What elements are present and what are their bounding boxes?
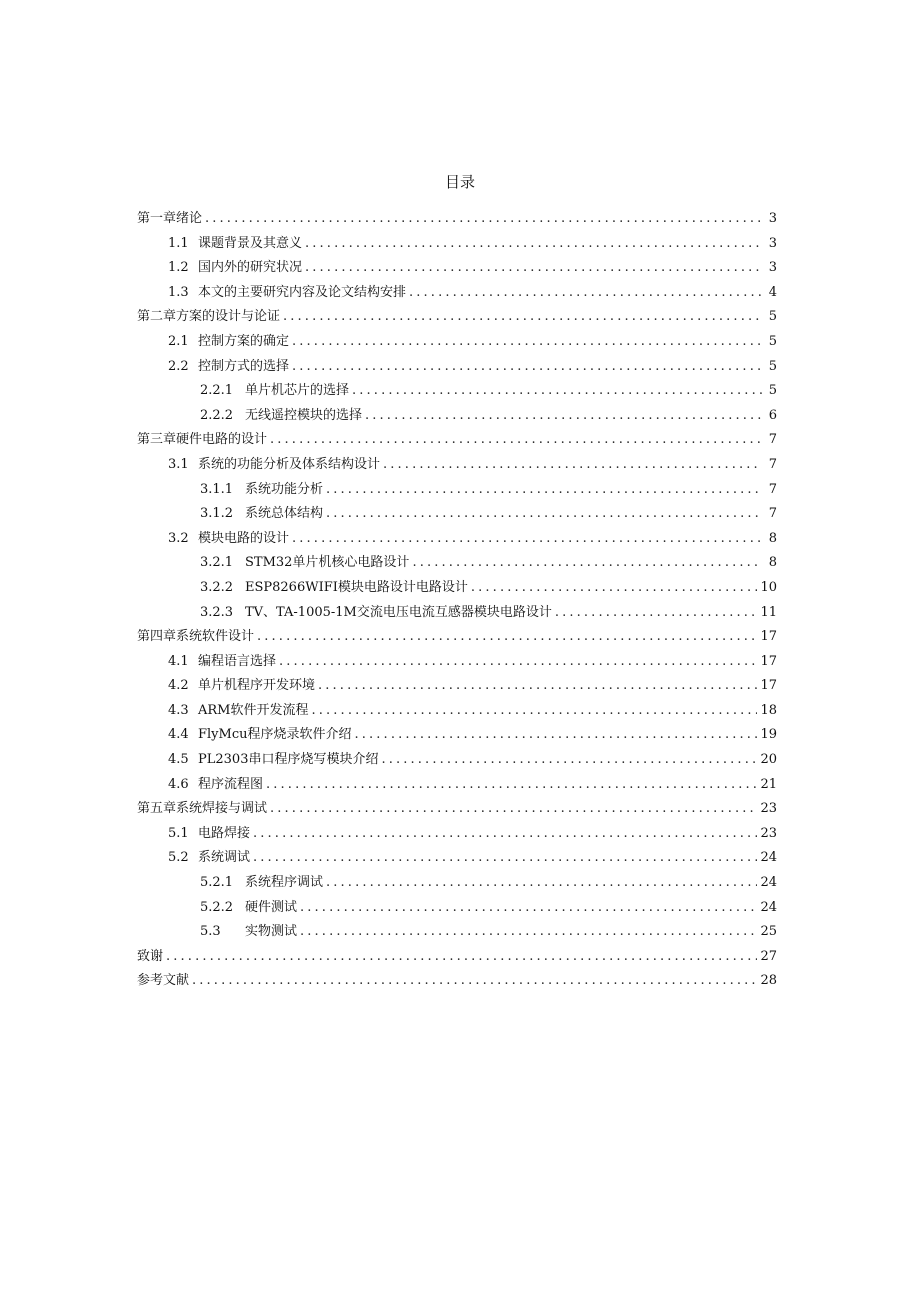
toc-entry-page-number: 7 xyxy=(768,432,777,448)
toc-entry-number: 3.2 xyxy=(168,530,189,546)
toc-entry-title: 系统总体结构 xyxy=(245,506,324,522)
toc-entry[interactable] xyxy=(137,305,777,330)
dot-leader xyxy=(253,846,757,871)
toc-entry-page-number: 11 xyxy=(760,604,777,620)
dot-leader xyxy=(355,723,758,748)
toc-entry-page-number: 19 xyxy=(760,727,777,743)
toc-entry-page-number: 17 xyxy=(760,653,777,669)
toc-entry[interactable] xyxy=(137,527,777,552)
toc-entry-page-number: 3 xyxy=(768,260,777,276)
toc-entry-number: 5.2.2 xyxy=(200,899,234,915)
toc-entry-title: FlyMcu程序烧录软件介绍 xyxy=(198,727,352,743)
dot-leader xyxy=(270,428,762,453)
toc-entry-title: 第三章硬件电路的设计 xyxy=(137,432,268,448)
toc-entry-page-number: 6 xyxy=(768,407,777,423)
toc-entry-number: 2.2 xyxy=(168,358,189,374)
toc-entry[interactable] xyxy=(137,871,777,896)
dot-leader xyxy=(292,527,762,552)
dot-leader xyxy=(312,699,758,724)
toc-entry-page-number: 24 xyxy=(760,899,777,915)
toc-entry[interactable] xyxy=(137,723,777,748)
toc-entry-page-number: 4 xyxy=(768,284,777,300)
toc-entry[interactable] xyxy=(137,281,777,306)
toc-entry-page-number: 17 xyxy=(760,629,777,645)
dot-leader xyxy=(412,551,762,576)
toc-entry-title: 系统功能分析 xyxy=(245,481,324,497)
toc-entry-page-number: 7 xyxy=(768,506,777,522)
toc-entry-title: 第四章系统软件设计 xyxy=(137,629,255,645)
toc-entry-page-number: 27 xyxy=(760,948,777,964)
toc-entry-title: 电路焊接 xyxy=(198,825,251,841)
toc-entry-number: 3.2.3 xyxy=(200,604,234,620)
toc-entry-number: 2.2.1 xyxy=(200,383,234,399)
toc-entry-number: 4.2 xyxy=(168,678,189,694)
toc-entry[interactable] xyxy=(137,625,777,650)
toc-entry[interactable] xyxy=(137,502,777,527)
dot-leader xyxy=(352,379,762,404)
dot-leader xyxy=(292,355,762,380)
toc-entry-title: 无线遥控模块的选择 xyxy=(245,407,363,423)
table-of-contents xyxy=(137,207,777,994)
toc-entry-number: 4.5 xyxy=(168,752,189,768)
toc-entry-title: STM32单片机核心电路设计 xyxy=(245,555,410,571)
toc-entry-number: 3.2.2 xyxy=(200,579,234,595)
toc-entry-number: 3.2.1 xyxy=(200,555,234,571)
toc-entry-number: 3.1.1 xyxy=(200,481,234,497)
toc-entry-page-number: 5 xyxy=(768,333,777,349)
dot-leader xyxy=(292,330,762,355)
toc-entry-page-number: 23 xyxy=(760,825,777,841)
toc-entry-page-number: 3 xyxy=(768,211,777,226)
dot-leader xyxy=(326,871,757,896)
toc-entry[interactable] xyxy=(137,969,777,994)
dot-leader xyxy=(305,232,762,257)
toc-entry-page-number: 24 xyxy=(760,875,777,891)
toc-title: 目录 xyxy=(444,173,475,191)
dot-leader xyxy=(305,256,762,281)
dot-leader xyxy=(283,305,762,330)
toc-entry-title: 系统程序调试 xyxy=(245,875,324,891)
toc-entry[interactable] xyxy=(137,773,777,798)
dot-leader xyxy=(300,920,757,945)
dot-leader xyxy=(270,797,757,822)
toc-entry[interactable] xyxy=(137,453,777,478)
toc-entry-page-number: 7 xyxy=(768,456,777,472)
toc-entry[interactable] xyxy=(137,601,777,626)
toc-entry-title: TV、TA-1005-1M交流电压电流互感器模块电路设计 xyxy=(245,604,552,620)
dot-leader xyxy=(266,773,757,798)
toc-entry[interactable] xyxy=(137,551,777,576)
toc-entry-title: 单片机程序开发环境 xyxy=(198,678,316,694)
toc-entry-title: PL2303串口程序烧写模块介绍 xyxy=(198,752,379,768)
toc-entry-title: 课题背景及其意义 xyxy=(198,235,303,251)
toc-entry[interactable] xyxy=(137,478,777,503)
toc-entry[interactable] xyxy=(137,674,777,699)
dot-leader xyxy=(205,207,762,232)
toc-entry-page-number: 5 xyxy=(768,358,777,374)
dot-leader xyxy=(192,969,757,994)
toc-entry-title: 程序流程图 xyxy=(198,776,264,792)
toc-entry[interactable] xyxy=(137,428,777,453)
toc-entry[interactable] xyxy=(137,699,777,724)
toc-entry-title: 单片机芯片的选择 xyxy=(245,383,350,399)
toc-entry-title: 系统调试 xyxy=(198,850,251,866)
toc-entry-title: 参考文献 xyxy=(137,973,190,989)
toc-entry[interactable] xyxy=(137,404,777,429)
dot-leader xyxy=(253,822,757,847)
dot-leader xyxy=(257,625,757,650)
toc-entry-title: 本文的主要研究内容及论文结构安排 xyxy=(198,284,407,300)
dot-leader xyxy=(326,502,762,527)
toc-entry[interactable] xyxy=(137,232,777,257)
dot-leader xyxy=(365,404,762,429)
toc-entry-number: 4.4 xyxy=(168,727,189,743)
toc-entry-page-number: 8 xyxy=(768,530,777,546)
toc-entry-title: 硬件测试 xyxy=(245,899,298,915)
toc-entry-number: 5.2.1 xyxy=(200,875,234,891)
toc-entry-number: 5.1 xyxy=(168,825,189,841)
toc-entry[interactable] xyxy=(137,846,777,871)
toc-entry[interactable] xyxy=(137,207,777,232)
toc-entry-number: 4.6 xyxy=(168,776,189,792)
toc-entry-page-number: 5 xyxy=(768,309,777,325)
toc-entry-page-number: 8 xyxy=(768,555,777,571)
toc-entry[interactable] xyxy=(137,355,777,380)
toc-entry[interactable] xyxy=(137,945,777,970)
toc-entry[interactable] xyxy=(137,797,777,822)
toc-entry[interactable] xyxy=(137,650,777,675)
toc-entry-number: 5.2 xyxy=(168,850,189,866)
toc-entry-page-number: 5 xyxy=(768,383,777,399)
toc-entry-number: 4.3 xyxy=(168,702,189,718)
dot-leader xyxy=(279,650,757,675)
toc-entry[interactable] xyxy=(137,576,777,601)
toc-entry-page-number: 23 xyxy=(760,801,777,817)
toc-entry-title: 第二章方案的设计与论证 xyxy=(137,309,281,325)
dot-leader xyxy=(300,896,757,921)
toc-entry-title: 第一章绪论 xyxy=(137,211,203,226)
toc-entry-page-number: 24 xyxy=(760,850,777,866)
toc-entry-title: 国内外的研究状况 xyxy=(198,260,303,276)
toc-entry-title: 控制方案的确定 xyxy=(198,333,290,349)
dot-leader xyxy=(381,748,757,773)
dot-leader xyxy=(555,601,758,626)
toc-entry-number: 1.2 xyxy=(168,260,189,276)
toc-entry-number: 2.1 xyxy=(168,333,189,349)
toc-entry-page-number: 17 xyxy=(760,678,777,694)
toc-entry-number: 4.1 xyxy=(168,653,189,669)
toc-entry-page-number: 28 xyxy=(760,973,777,989)
toc-entry[interactable] xyxy=(137,896,777,921)
toc-entry-title: 系统的功能分析及体系结构设计 xyxy=(198,456,381,472)
toc-entry-title: 实物测试 xyxy=(245,924,298,940)
toc-entry-page-number: 18 xyxy=(760,702,777,718)
toc-entry[interactable] xyxy=(137,822,777,847)
toc-entry-number: 2.2.2 xyxy=(200,407,234,423)
toc-entry-title: ARM软件开发流程 xyxy=(198,702,309,718)
toc-entry-page-number: 3 xyxy=(768,235,777,251)
toc-entry-page-number: 25 xyxy=(760,924,777,940)
toc-entry-title: 致谢 xyxy=(137,948,164,964)
toc-entry-number: 5.3 xyxy=(200,924,221,940)
toc-entry-page-number: 7 xyxy=(768,481,777,497)
toc-entry-title: 控制方式的选择 xyxy=(198,358,290,374)
toc-entry-title: 第五章系统焊接与调试 xyxy=(137,801,268,817)
dot-leader xyxy=(326,478,762,503)
toc-entry-page-number: 21 xyxy=(760,776,777,792)
toc-entry[interactable] xyxy=(137,256,777,281)
toc-entry-title: 模块电路的设计 xyxy=(198,530,290,546)
dot-leader xyxy=(471,576,758,601)
toc-entry[interactable] xyxy=(137,330,777,355)
dot-leader xyxy=(318,674,757,699)
toc-entry-number: 1.1 xyxy=(168,235,189,251)
toc-entry-title: 编程语言选择 xyxy=(198,653,277,669)
toc-entry-page-number: 10 xyxy=(760,579,777,595)
toc-entry-number: 1.3 xyxy=(168,284,189,300)
dot-leader xyxy=(166,945,757,970)
toc-entry[interactable] xyxy=(137,379,777,404)
toc-entry-number: 3.1 xyxy=(168,456,189,472)
toc-entry-title: ESP8266WIFI模块电路设计电路设计 xyxy=(245,579,468,595)
dot-leader xyxy=(409,281,762,306)
toc-entry-number: 3.1.2 xyxy=(200,506,234,522)
dot-leader xyxy=(383,453,762,478)
toc-entry-page-number: 20 xyxy=(760,752,777,768)
toc-entry[interactable] xyxy=(137,920,777,945)
toc-entry[interactable] xyxy=(137,748,777,773)
